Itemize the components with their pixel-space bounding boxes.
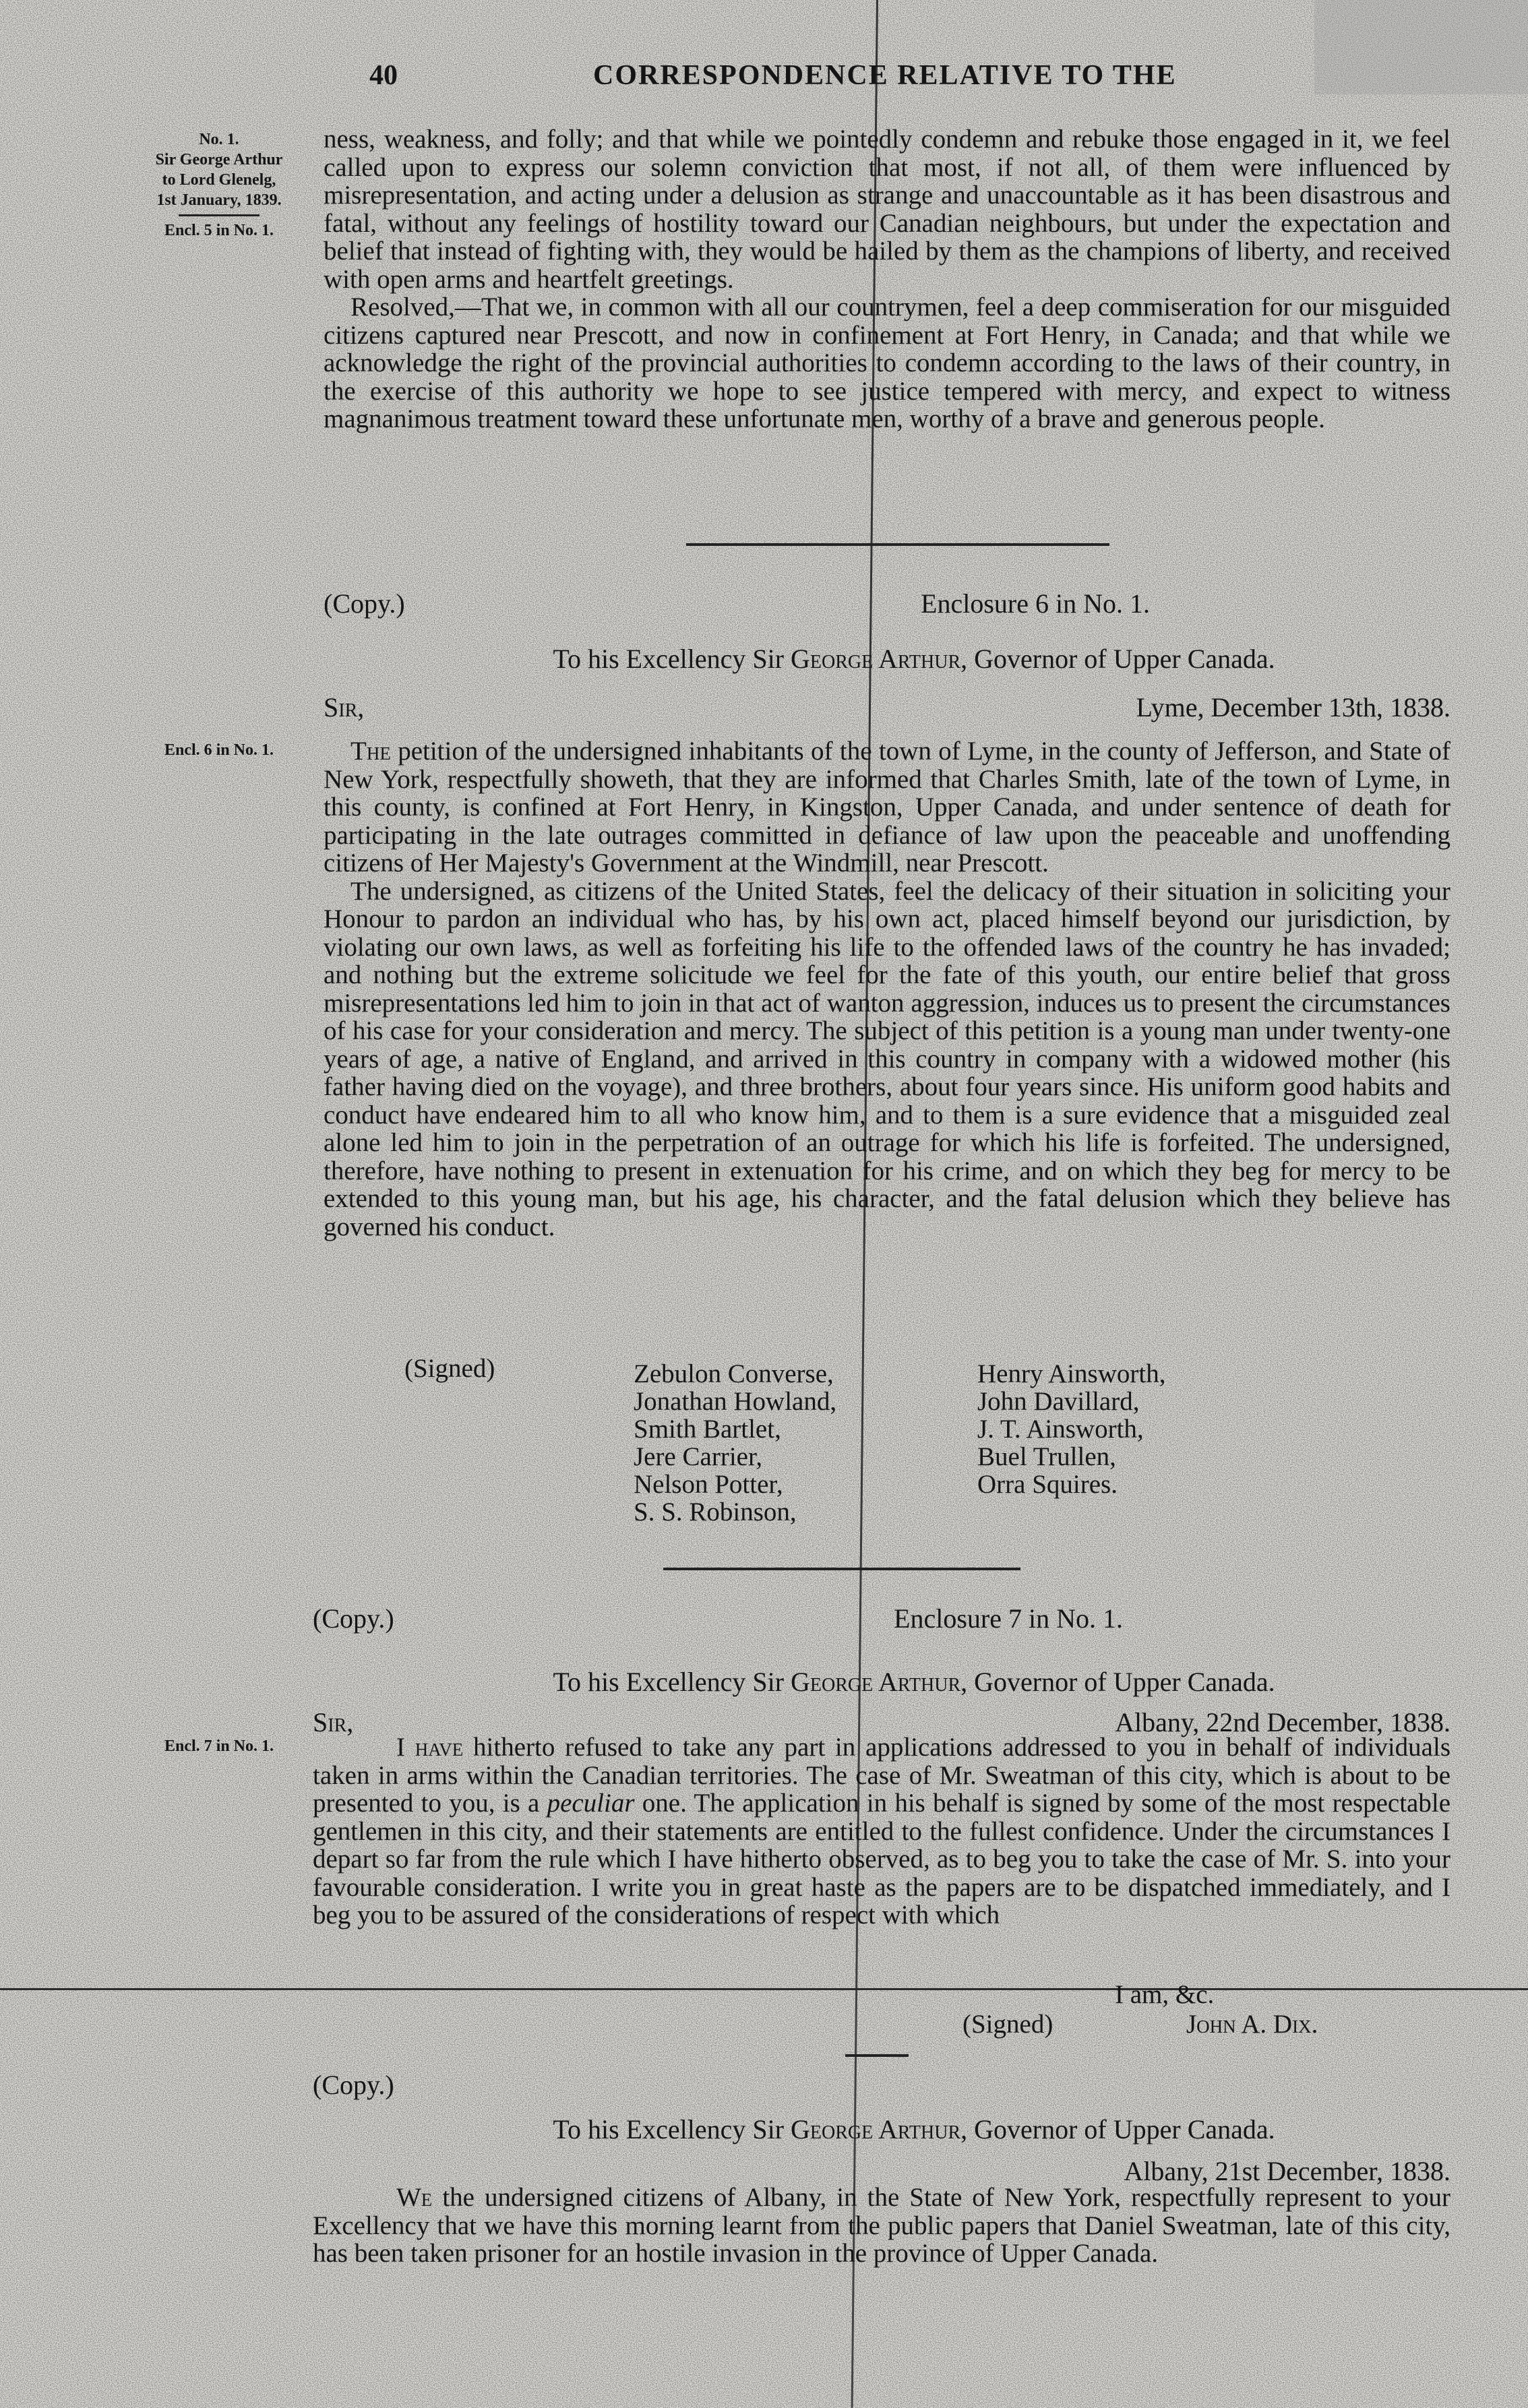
margin-note-line: No. 1. bbox=[108, 129, 330, 150]
margin-note-line: to Lord Glenelg, bbox=[108, 170, 330, 190]
salutation: Sir, bbox=[313, 1706, 353, 1738]
signatory-name: Smith Bartlet, bbox=[634, 1415, 836, 1443]
copy-label: (Copy.) bbox=[324, 588, 405, 619]
enclosure-title: Enclosure 6 in No. 1. bbox=[472, 588, 1528, 619]
closing-line: I am, &c. bbox=[1115, 1980, 1214, 2010]
drop-word: We bbox=[396, 2183, 432, 2212]
address-suffix: , Governor of Upper Canada. bbox=[960, 1667, 1275, 1697]
resolution-paragraph: Resolved,—That we, in common with all our countrymen, feel a deep commiseration for our misguided citizens captured near Prescott, and now in confinement at Fort Henry, in Canada; and that while we acknowledge the right of the provincial authorities to condemn according to the laws of their country, in the exercise of this authority we hope to see justice tempered with mercy, and expect to witness magnanimous treatment toward these unfortunate men, worthy of a brave and generous people. bbox=[324, 293, 1450, 433]
page-number: 40 bbox=[369, 59, 398, 92]
address-name: George Arthur bbox=[791, 644, 960, 674]
address-suffix: , Governor of Upper Canada. bbox=[960, 644, 1275, 674]
enclosure-title: Enclosure 7 in No. 1. bbox=[445, 1603, 1528, 1634]
signatory-name: Jere Carrier, bbox=[634, 1443, 836, 1471]
petition-paragraph: The undersigned, as citizens of the United States, feel the delicacy of their situation in soliciting your Honour to pardon an individual who has, by his own act, placed himself beyond our jurisdiction, by violating our own laws, as well as forfeiting his life to the offended laws of the country he has invaded; and nothing but the extreme solicitude we feel for the fate of this youth, our entire belief that gross misrepresentations led him to join in that act of wanton aggression, induces us to present the circumstances of his case for your consideration and mercy. The subject of this petition is a young man under twenty-one years of age, a native of England, and arrived in this country in company with a widowed mother (his father having died on the voyage), and three brothers, about four years since. His uniform good habits and conduct have endeared him to all who know him, and to them is a sure evidence that a misguided zeal alone led him to join in the perpetration of an outrage for which his life is forfeited. The undersigned, therefore, have nothing to present in extenuation for his crime, and on which they beg for mercy to be extended to this young man, but his age, his character, and the fatal delusion which they believe has governed his conduct. bbox=[324, 877, 1450, 1241]
letter-text: one. The application in his behalf is signed by some of the most respectable gentlemen in this city, and their statements are entitled to the fullest confidence. Under the circumstances I depart so far from the rule which I have hitherto observed, as to beg you to take the case of Mr. S. into your favourable consideration. I write you in great haste as the papers are to be dispatched immediately, and I beg you to be assured of the considerations of respect with which bbox=[313, 1789, 1450, 1930]
margin-note-line: 1st January, 1839. bbox=[108, 190, 330, 210]
signatory-name: Buel Trullen, bbox=[977, 1443, 1165, 1471]
place-date: Albany, 21st December, 1838. bbox=[1124, 2155, 1450, 2187]
signed-label: (Signed) bbox=[404, 1355, 495, 1382]
signed-label: (Signed) bbox=[962, 2010, 1053, 2039]
address-name: George Arthur bbox=[791, 2114, 960, 2144]
signatory-name: S. S. Robinson, bbox=[634, 1498, 836, 1526]
copy-label: (Copy.) bbox=[313, 1603, 394, 1634]
margin-note-line: Encl. 7 in No. 1. bbox=[108, 1736, 330, 1756]
drop-word: The bbox=[350, 737, 391, 766]
place-date: Lyme, December 13th, 1838. bbox=[1136, 691, 1450, 723]
signatory-name: J. T. Ainsworth, bbox=[977, 1415, 1165, 1443]
address-prefix: To his Excellency Sir bbox=[553, 1667, 791, 1697]
salutation: Sir, bbox=[324, 691, 364, 723]
signatory-name: John Davillard, bbox=[977, 1388, 1165, 1415]
petition-paragraph-text: the undersigned citizens of Albany, in the State of New York, respectfully represent to your Excellency that we have this morning learnt from the public papers that Daniel Sweatman, late of this city, has been taken prisoner for an hostile invasion in the province of Upper Canada. bbox=[313, 2183, 1450, 2268]
petition-paragraph-text: petition of the undersigned inhabitants of the town of Lyme, in the county of Jefferson, and State of New York, respectfully showeth, that they are informed that Charles Smith, late of the town of Lyme, in this county, is confined at Fort Henry, in Kingston, Upper Canada, and under sentence of death for participating in the late outrages committed in defiance of law upon the peaceable and unoffending citizens of Her Majesty's Government at the Windmill, near Prescott. bbox=[324, 737, 1450, 877]
address-suffix: , Governor of Upper Canada. bbox=[960, 2114, 1275, 2144]
resolution-paragraph: ness, weakness, and folly; and that while we pointedly condemn and rebuke those engaged in it, we feel called upon to express our solemn conviction that most, if not all, of them were influenced by misrepresentation, and acting under a delusion as strange and unaccountable as it has been disastrous and fatal, without any feelings of hostility toward our Canadian neighbours, but under the expectation and belief that instead of fighting with, they would be hailed by them as the champions of liberty, and received with open arms and heartfelt greetings. bbox=[324, 125, 1450, 293]
drop-word: I have bbox=[396, 1733, 463, 1762]
signer-name: John A. Dix. bbox=[1186, 2010, 1318, 2039]
letter-text: hitherto refused to take any part in applications addressed to you in behalf of individuals taken in arms within the Canadian territories. The case of Mr. Sweatman of this city, which is about to be presented to you, is a bbox=[313, 1733, 1450, 1818]
signatory-name: Nelson Potter, bbox=[634, 1471, 836, 1498]
signatory-name: Orra Squires. bbox=[977, 1471, 1165, 1498]
letter-emphasis: peculiar bbox=[547, 1789, 635, 1818]
address-prefix: To his Excellency Sir bbox=[553, 2114, 791, 2144]
signatory-name: Jonathan Howland, bbox=[634, 1388, 836, 1415]
copy-label: (Copy.) bbox=[313, 2069, 394, 2101]
margin-note-line: Encl. 6 in No. 1. bbox=[108, 740, 330, 760]
running-head: CORRESPONDENCE RELATIVE TO THE bbox=[593, 59, 1177, 92]
address-prefix: To his Excellency Sir bbox=[553, 644, 791, 674]
signatory-name: Zebulon Converse, bbox=[634, 1360, 836, 1388]
place-date: Albany, 22nd December, 1838. bbox=[1115, 1706, 1450, 1738]
margin-note-encl5: Encl. 5 in No. 1. bbox=[108, 220, 330, 241]
address-name: George Arthur bbox=[791, 1667, 960, 1697]
margin-note-line: Sir George Arthur bbox=[108, 150, 330, 170]
signatory-name: Henry Ainsworth, bbox=[977, 1360, 1165, 1388]
